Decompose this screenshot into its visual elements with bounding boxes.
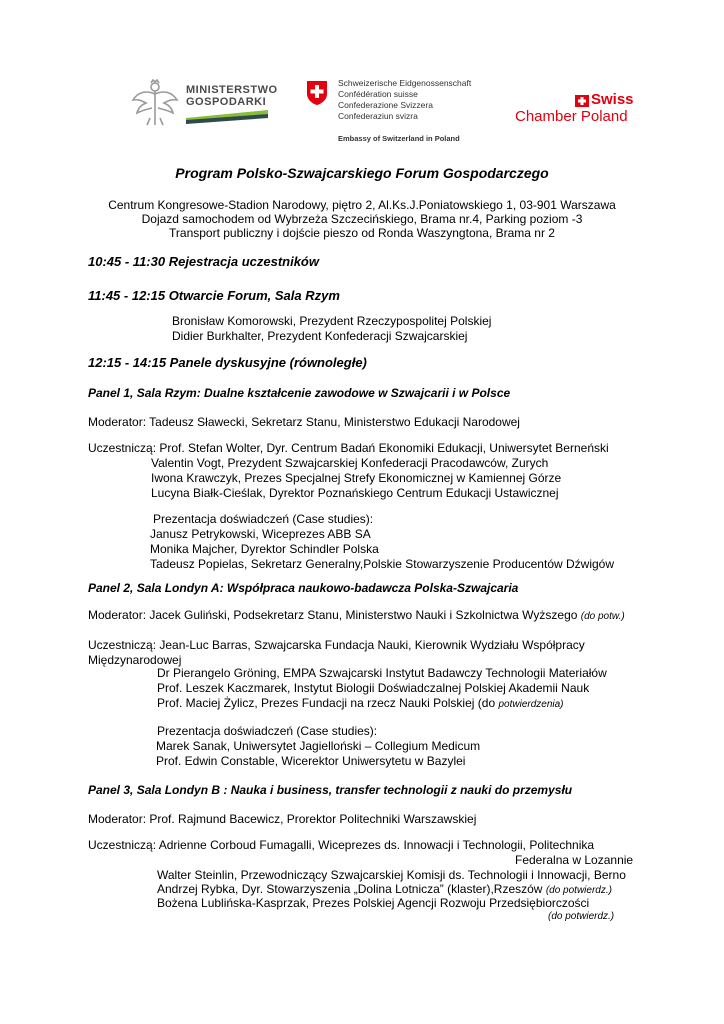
panel2-moderator-line: [88, 608, 625, 624]
panel2-participants: [157, 666, 607, 712]
chamber-logo-line2: Chamber Poland: [515, 108, 628, 125]
polish-eagle-icon: [130, 78, 180, 128]
panel1-case-title: Prezentacja doświadczeń (Case studies):: [153, 512, 374, 526]
panel2-participants-first-cont: Międzynarodowej: [88, 653, 182, 667]
panel1-heading: Panel 1, Sala Rzym: Dualne kształcenie zawodowe w Szwajcarii i w Polsce: [88, 386, 511, 400]
chamber-logo-line1: Swiss: [591, 91, 634, 108]
panel2-participant-last: [157, 696, 607, 712]
panel3-participant3-note: (do potwierdz.): [545, 885, 612, 896]
panel1-case: Monika Majcher, Dyrektor Schindler Polska: [150, 542, 379, 556]
panel1-participant: Iwona Krawczyk, Prezes Specjalnej Strefy Ekonomicznej w Kamiennej Górze: [151, 471, 562, 485]
venue-info: [0, 198, 724, 240]
panel1-cases: [150, 527, 614, 572]
panel3-moderator: Moderator: Prof. Rajmund Bacewicz, Prorektor Politechniki Warszawskiej: [88, 812, 477, 826]
panel1-participant: Lucyna Białk-Cieślak, Dyrektor Poznańskiego Centrum Edukacji Ustawicznej: [151, 486, 559, 500]
panel3-participants-first-cont: Federalna w Lozannie: [515, 853, 634, 867]
logo-header: [0, 0, 724, 160]
swiss-cross-icon: [306, 80, 328, 106]
panel1-case: Janusz Petrykowski, Wiceprezes ABB SA: [150, 527, 371, 541]
opening-heading: 11:45 - 12:15 Otwarcie Forum, Sala Rzym: [88, 288, 340, 303]
panels-heading: 12:15 - 14:15 Panele dyskusyjne (równoległe): [88, 355, 367, 370]
venue-car-access: Dojazd samochodem od Wybrzeża Szczecińskiego, Brama nr.4, Parking poziom -3: [141, 212, 583, 226]
ministry-swoosh-icon: [186, 110, 268, 124]
panel2-participant: Dr Pierangelo Gröning, EMPA Szwajcarski Instytut Badawczy Technologii Materiałów: [157, 666, 607, 680]
panel3-heading: Panel 3, Sala Londyn B : Nauka i business, transfer technologii z nauki do przemysłu: [88, 783, 573, 797]
venue-address: Centrum Kongresowe-Stadion Narodowy, piętro 2, Al.Ks.J.Poniatowskiego 1, 03-901 Warszawa: [108, 198, 616, 212]
panel2-case: Marek Sanak, Uniwersytet Jagielloński – Collegium Medicum: [156, 739, 481, 753]
panel3-participants-first: Uczestniczą: Adrienne Corboud Fumagalli, Wiceprezes ds. Innowacji i Technologii, Politechnika: [88, 838, 595, 852]
panel1-participants-first: Uczestniczą: Prof. Stefan Wolter, Dyr. Centrum Badań Ekonomiki Edukacji, Uniwersytet Berneński: [88, 441, 609, 455]
panel1-participants: [151, 456, 561, 501]
ministry-logo-line2: GOSPODARKI: [186, 96, 267, 108]
opening-speaker: Didier Burkhalter, Prezydent Konfederacji Szwajcarskiej: [172, 329, 468, 343]
panel2-moderator: Moderator: Jacek Guliński, Podsekretarz Stanu, Ministerstwo Nauki i Szkolnictwa Wyższego: [88, 608, 578, 622]
panel2-heading: Panel 2, Sala Londyn A: Współpraca naukowo-badawcza Polska-Szwajcaria: [88, 581, 519, 595]
swiss-name-rm: Confederaziun svizra: [338, 111, 418, 121]
swiss-name-it: Confederazione Svizzera: [338, 100, 433, 110]
chamber-cross-icon: [575, 95, 589, 107]
document-title: Program Polsko-Szwajcarskiego Forum Gospodarczego: [175, 165, 549, 181]
panel2-participants-first: Uczestniczą: Jean-Luc Barras, Szwajcarska Fundacja Nauki, Kierownik Wydziału Współpracy: [88, 638, 585, 652]
panel2-participant-last-text: Prof. Maciej Żylicz, Prezes Fundacji na rzecz Nauki Polskiej (do: [157, 696, 496, 710]
swiss-name-fr: Confédération suisse: [338, 89, 418, 99]
panel3-participant: Walter Steinlin, Przewodniczący Szwajcarskiej Komisji ds. Technologii i Innowacji, Berno: [157, 868, 626, 882]
panel1-case: Tadeusz Popielas, Sekretarz Generalny,Polskie Stowarzyszenie Producentów Dźwigów: [150, 557, 614, 571]
panel2-case-title: Prezentacja doświadczeń (Case studies):: [157, 724, 378, 738]
ministry-logo-line1: MINISTERSTWO: [186, 84, 278, 96]
venue-public-transport: Transport publiczny i dojście pieszo od Ronda Waszyngtona, Brama nr 2: [169, 226, 555, 240]
swiss-confederation-names: [338, 78, 471, 122]
panel1-participant: Valentin Vogt, Prezydent Szwajcarskiej Konfederacji Pracodawców, Zurych: [151, 456, 549, 470]
panel3-participant4-note: (do potwierdz.): [548, 911, 615, 922]
panel3-participant3-text: Andrzej Rybka, Dyr. Stowarzyszenia „Dolina Lotnicza” (klaster),Rzeszów: [157, 882, 543, 896]
panel1-moderator: Moderator: Tadeusz Sławecki, Sekretarz Stanu, Ministerstwo Edukacji Narodowej: [88, 415, 520, 429]
opening-speakers: [172, 314, 491, 344]
panel2-moderator-note: (do potw.): [580, 611, 625, 622]
opening-speaker: Bronisław Komorowski, Prezydent Rzeczypospolitej Polskiej: [172, 314, 492, 328]
registration-heading: 10:45 - 11:30 Rejestracja uczestników: [88, 254, 319, 269]
swiss-name-de: Schweizerische Eidgenossenschaft: [338, 78, 472, 88]
panel2-participant: Prof. Leszek Kaczmarek, Instytut Biologii Doświadczalnej Polskiej Akademii Nauk: [157, 681, 590, 695]
panel2-cases: [156, 739, 480, 769]
embassy-label: Embassy of Switzerland in Poland: [338, 134, 460, 143]
panel2-case: Prof. Edwin Constable, Wicerektor Uniwersytetu w Bazylei: [156, 754, 466, 768]
panel3-participant: Bożena Lublińska-Kasprzak, Prezes Polskiej Agencji Rozwoju Przedsiębiorczości: [157, 896, 590, 910]
panel2-participant-last-note: potwierdzenia): [498, 699, 564, 710]
